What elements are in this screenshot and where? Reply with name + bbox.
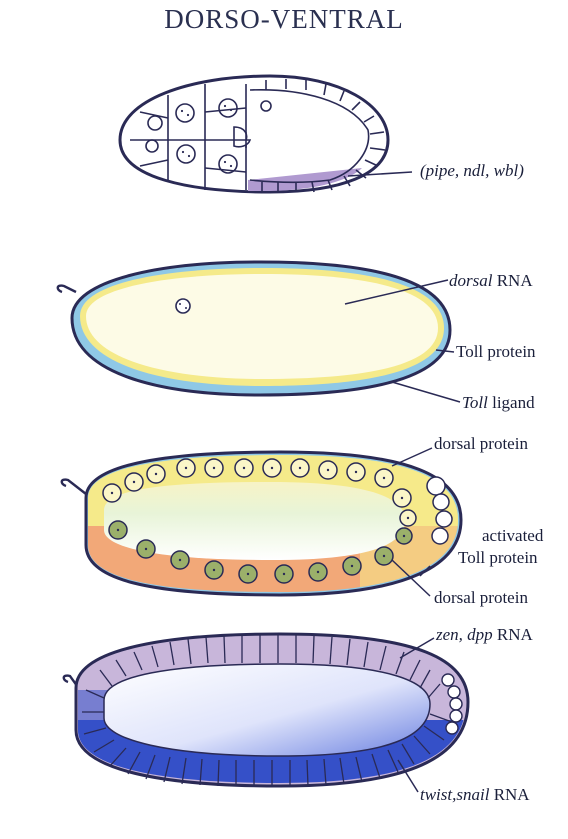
diagram-title: DORSO-VENTRAL (164, 4, 404, 34)
micropyle (58, 286, 76, 292)
activated-toll-protein-label: Toll protein (458, 548, 538, 567)
toll-ligand-label: Toll ligand (462, 393, 535, 412)
oocyte-panel (120, 76, 524, 192)
micropyle-3 (62, 480, 86, 494)
oocyte-nucleus (261, 101, 271, 111)
dorsal-protein-top-leader (392, 448, 432, 466)
toll-ligand-leader (392, 382, 460, 402)
egg-cytoplasm (86, 274, 438, 379)
zen-dpp-rna-label: zen, dpp RNA (436, 625, 533, 644)
egg-panel (58, 262, 536, 412)
cellular-panel (64, 625, 534, 804)
syncytial-panel (62, 434, 544, 608)
dorsal-protein-top-label: dorsal protein (434, 434, 528, 453)
twist-snail-rna-label: twist,snail RNA (420, 785, 530, 804)
dorsal-protein-bottom-label: dorsal protein (434, 588, 528, 607)
cellular-yolk (104, 664, 430, 756)
dorsal-rna-label: dorsal RNA (449, 271, 533, 290)
egg-nucleus (176, 299, 190, 313)
pipe-ndl-wbl-label: (pipe, ndl, wbl) (420, 161, 524, 180)
activated-label: activated (482, 526, 544, 545)
toll-protein-label: Toll protein (456, 342, 536, 361)
